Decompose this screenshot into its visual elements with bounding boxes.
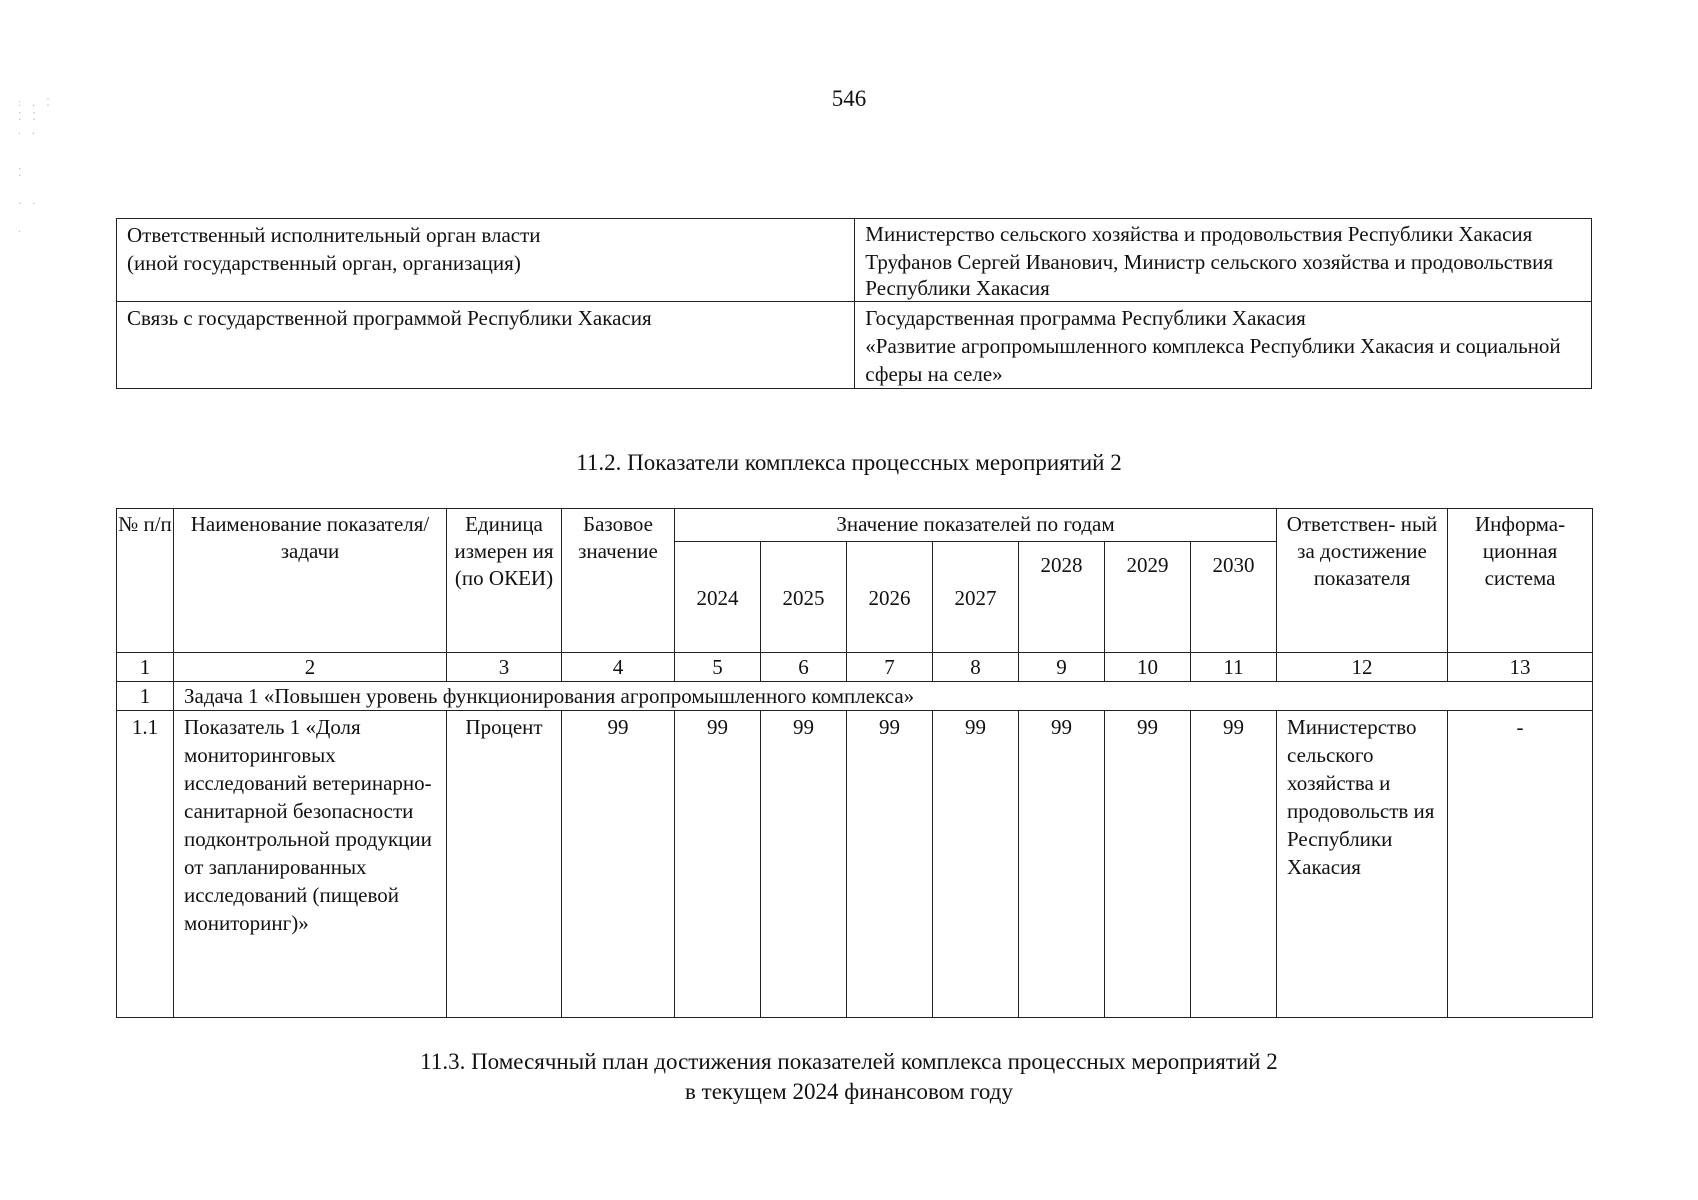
column-number: 4 — [562, 653, 675, 682]
header-year-2030: 2030 — [1191, 542, 1277, 653]
passport-value-line: Министерство сельского хозяйства и продовольствия Республики Хакасия — [865, 222, 1533, 246]
header-years-group: Значение показателей по годам — [675, 509, 1277, 542]
row-value-2030: 99 — [1191, 711, 1277, 1018]
header-info-system: Информа- ционная система — [1448, 509, 1593, 653]
passport-value-cell — [855, 302, 1592, 389]
task-text: Задача 1 «Повышен уровень функционирования агропромышленного комплекса» — [174, 682, 1593, 711]
header-responsible: Ответствен- ный за достижение показателя — [1277, 509, 1448, 653]
passport-label-line: Связь с государственной программой Республики Хакасия — [127, 306, 652, 330]
task-num: 1 — [117, 682, 174, 711]
section-title-11-2: 11.2. Показатели комплекса процессных мероприятий 2 — [576, 450, 1122, 475]
column-number: 3 — [447, 653, 562, 682]
column-number: 5 — [675, 653, 761, 682]
scan-artifact-marks: : ․ ⁚ ⁚ ⁚ . ․ ⁚ ․ . . — [18, 97, 54, 235]
row-info-system: - — [1448, 711, 1593, 1018]
header-unit: Единица измерен ия (по ОКЕИ) — [447, 509, 562, 653]
column-number: 2 — [174, 653, 447, 682]
task-row — [117, 682, 1593, 711]
column-number: 8 — [933, 653, 1019, 682]
row-value-2026: 99 — [847, 711, 933, 1018]
passport-value-line: Труфанов Сергей Иванович, Министр сельского хозяйства и продовольствия Республики Хакасия — [865, 250, 1554, 300]
passport-label-cell — [117, 302, 855, 389]
passport-table — [116, 218, 1592, 389]
column-number: 6 — [761, 653, 847, 682]
passport-label-line: Ответственный исполнительный орган власти — [127, 223, 541, 247]
row-num: 1.1 — [117, 711, 174, 1018]
column-number: 7 — [847, 653, 933, 682]
passport-row-responsible — [117, 219, 1592, 302]
section-title-11-3-line1: 11.3. Помесячный план достижения показателей комплекса процессных мероприятий 2 — [420, 1049, 1278, 1074]
header-base: Базовое значение — [562, 509, 675, 653]
column-number: 11 — [1191, 653, 1277, 682]
table-row — [117, 711, 1593, 1018]
passport-value-line: Государственная программа Республики Хакасия — [865, 306, 1306, 330]
passport-value-cell — [855, 219, 1592, 302]
row-value-2029: 99 — [1105, 711, 1191, 1018]
row-unit: Процент — [447, 711, 562, 1018]
header-year-2026: 2026 — [847, 542, 933, 653]
section-title-11-3-line2: в текущем 2024 финансовом году — [685, 1079, 1013, 1104]
row-value-2025: 99 — [761, 711, 847, 1018]
row-indicator-name: Показатель 1 «Доля мониторинговых исследований ветеринарно-санитарной безопасности подконтрольной продукции от запланированных исследований (пищевой мониторинг)» — [174, 711, 447, 1018]
header-name: Наименование показателя/ задачи — [174, 509, 447, 653]
row-responsible: Министерство сельского хозяйства и продовольств ия Республики Хакасия — [1277, 711, 1448, 1018]
column-number: 1 — [117, 653, 174, 682]
header-year-2029: 2029 — [1105, 542, 1191, 653]
page-number: 546 — [831, 86, 867, 111]
column-number: 10 — [1105, 653, 1191, 682]
passport-row-program-link — [117, 302, 1592, 389]
passport-label-cell — [117, 219, 855, 302]
column-numbers-row — [117, 653, 1593, 682]
header-num: № п/п — [117, 509, 174, 653]
header-row — [117, 509, 1593, 542]
passport-value-line: «Развитие агропромышленного комплекса Республики Хакасия и социальной сферы на селе» — [865, 334, 1561, 386]
row-value-2027: 99 — [933, 711, 1019, 1018]
row-value-2024: 99 — [675, 711, 761, 1018]
indicators-table — [116, 508, 1593, 1018]
header-year-2027: 2027 — [933, 542, 1019, 653]
header-year-2025: 2025 — [761, 542, 847, 653]
row-value-2028: 99 — [1019, 711, 1105, 1018]
row-base-value: 99 — [562, 711, 675, 1018]
header-year-2024: 2024 — [675, 542, 761, 653]
section-title-11-3 — [0, 1047, 1698, 1107]
column-number: 13 — [1448, 653, 1593, 682]
passport-label-line: (иной государственный орган, организация) — [127, 251, 521, 275]
header-year-2028: 2028 — [1019, 542, 1105, 653]
column-number: 9 — [1019, 653, 1105, 682]
column-number: 12 — [1277, 653, 1448, 682]
